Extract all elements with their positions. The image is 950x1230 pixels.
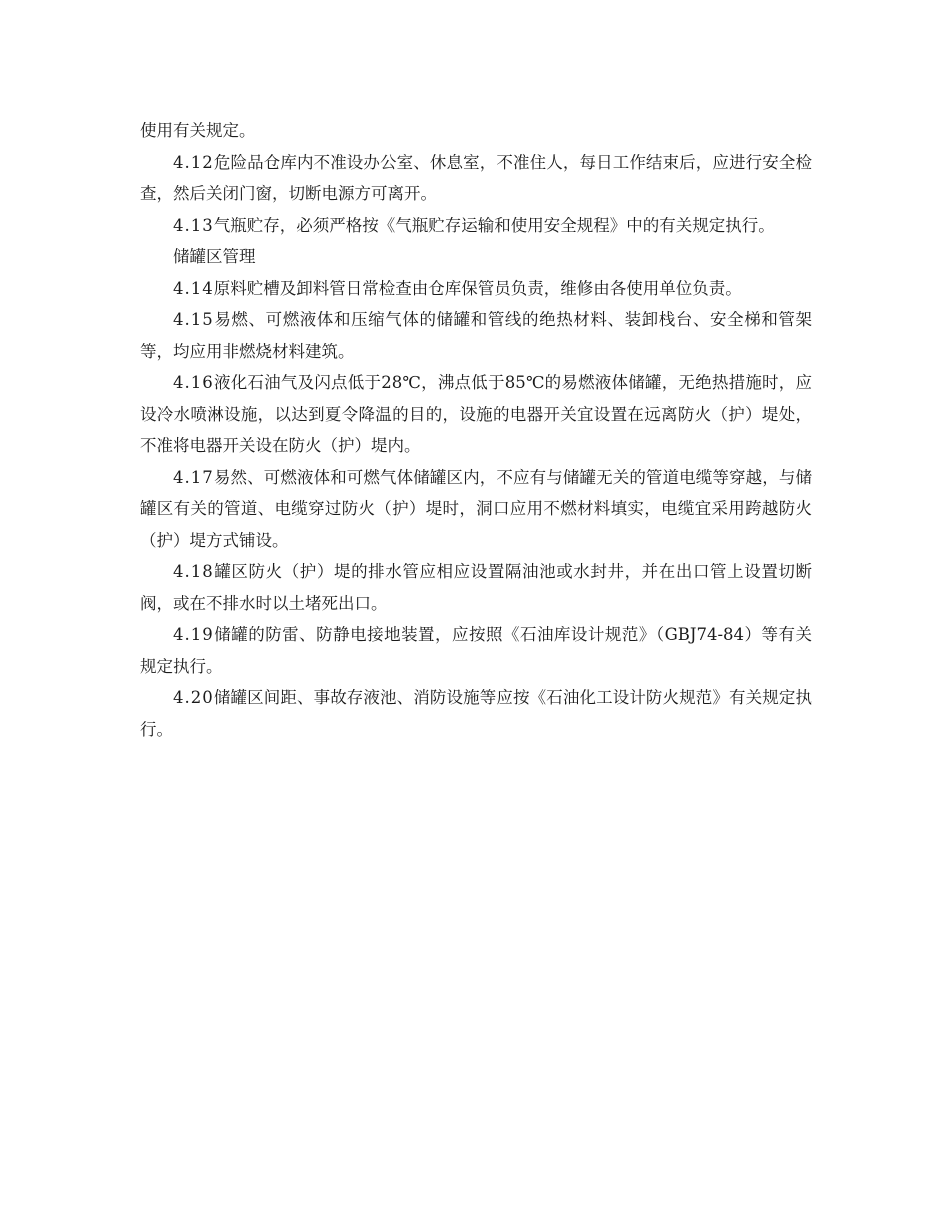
clause-number: 4.14 <box>173 278 214 298</box>
clause-4-15 <box>140 304 812 367</box>
clause-number: 4.15 <box>173 310 214 329</box>
clause-4-19 <box>140 619 812 682</box>
clause-4-14 <box>140 273 812 305</box>
paragraph-text: 使用有关规定。 <box>140 121 256 140</box>
clause-text: 气瓶贮存，必须严格按《气瓶贮存运输和使用安全规程》中的有关规定执行。 <box>213 215 775 235</box>
clause-4-12 <box>140 147 812 210</box>
clause-number: 4.19 <box>173 625 214 644</box>
clause-number: 4.18 <box>173 562 214 581</box>
clause-number: 4.13 <box>173 215 214 235</box>
clause-text: 液化石油气及闪点低于28℃，沸点低于85℃的易燃液体储罐，无绝热措施时，应设冷水喷淋设施，以达到夏令降温的目的，设施的电器开关宜设置在远离防火（护）堤处，不准将电器开关设在防火（护）堤内。 <box>140 373 812 455</box>
clause-text: 危险品仓库内不准设办公室、休息室，不准住人，每日工作结束后，应进行安全检查，然后关闭门窗，切断电源方可离开。 <box>140 152 812 203</box>
clause-number: 4.17 <box>173 467 214 487</box>
clause-number: 4.20 <box>173 688 214 707</box>
document-body <box>140 115 812 745</box>
section-heading-text: 储罐区管理 <box>173 247 256 266</box>
clause-text: 储罐的防雷、防静电接地装置，应按照《石油库设计规范》（GBJ74-84）等有关规定执行。 <box>140 625 812 676</box>
clause-4-16 <box>140 367 812 462</box>
clause-text: 易燃、可燃液体和压缩气体的储罐和管线的绝热材料、装卸栈台、安全梯和管架等，均应用非燃烧材料建筑。 <box>140 310 812 361</box>
paragraph-continuation <box>140 115 812 147</box>
clause-4-18 <box>140 556 812 619</box>
clause-text: 原料贮槽及卸料管日常检查由仓库保管员负责，维修由各使用单位负责。 <box>213 278 742 298</box>
section-heading <box>140 241 812 273</box>
clause-number: 4.12 <box>173 152 214 172</box>
clause-text: 易然、可燃液体和可燃气体储罐区内，不应有与储罐无关的管道电缆等穿越，与储罐区有关的管道、电缆穿过防火（护）堤时，洞口应用不燃材料填实，电缆宜采用跨越防火（护）堤方式铺设。 <box>140 467 812 550</box>
clause-text: 储罐区间距、事故存液池、消防设施等应按《石油化工设计防火规范》有关规定执行。 <box>140 688 812 739</box>
clause-text: 罐区防火（护）堤的排水管应相应设置隔油池或水封井，并在出口管上设置切断阀，或在不排水时以土堵死出口。 <box>140 562 812 613</box>
clause-4-17 <box>140 462 812 557</box>
clause-4-20 <box>140 682 812 745</box>
clause-4-13 <box>140 210 812 242</box>
clause-number: 4.16 <box>173 373 214 392</box>
